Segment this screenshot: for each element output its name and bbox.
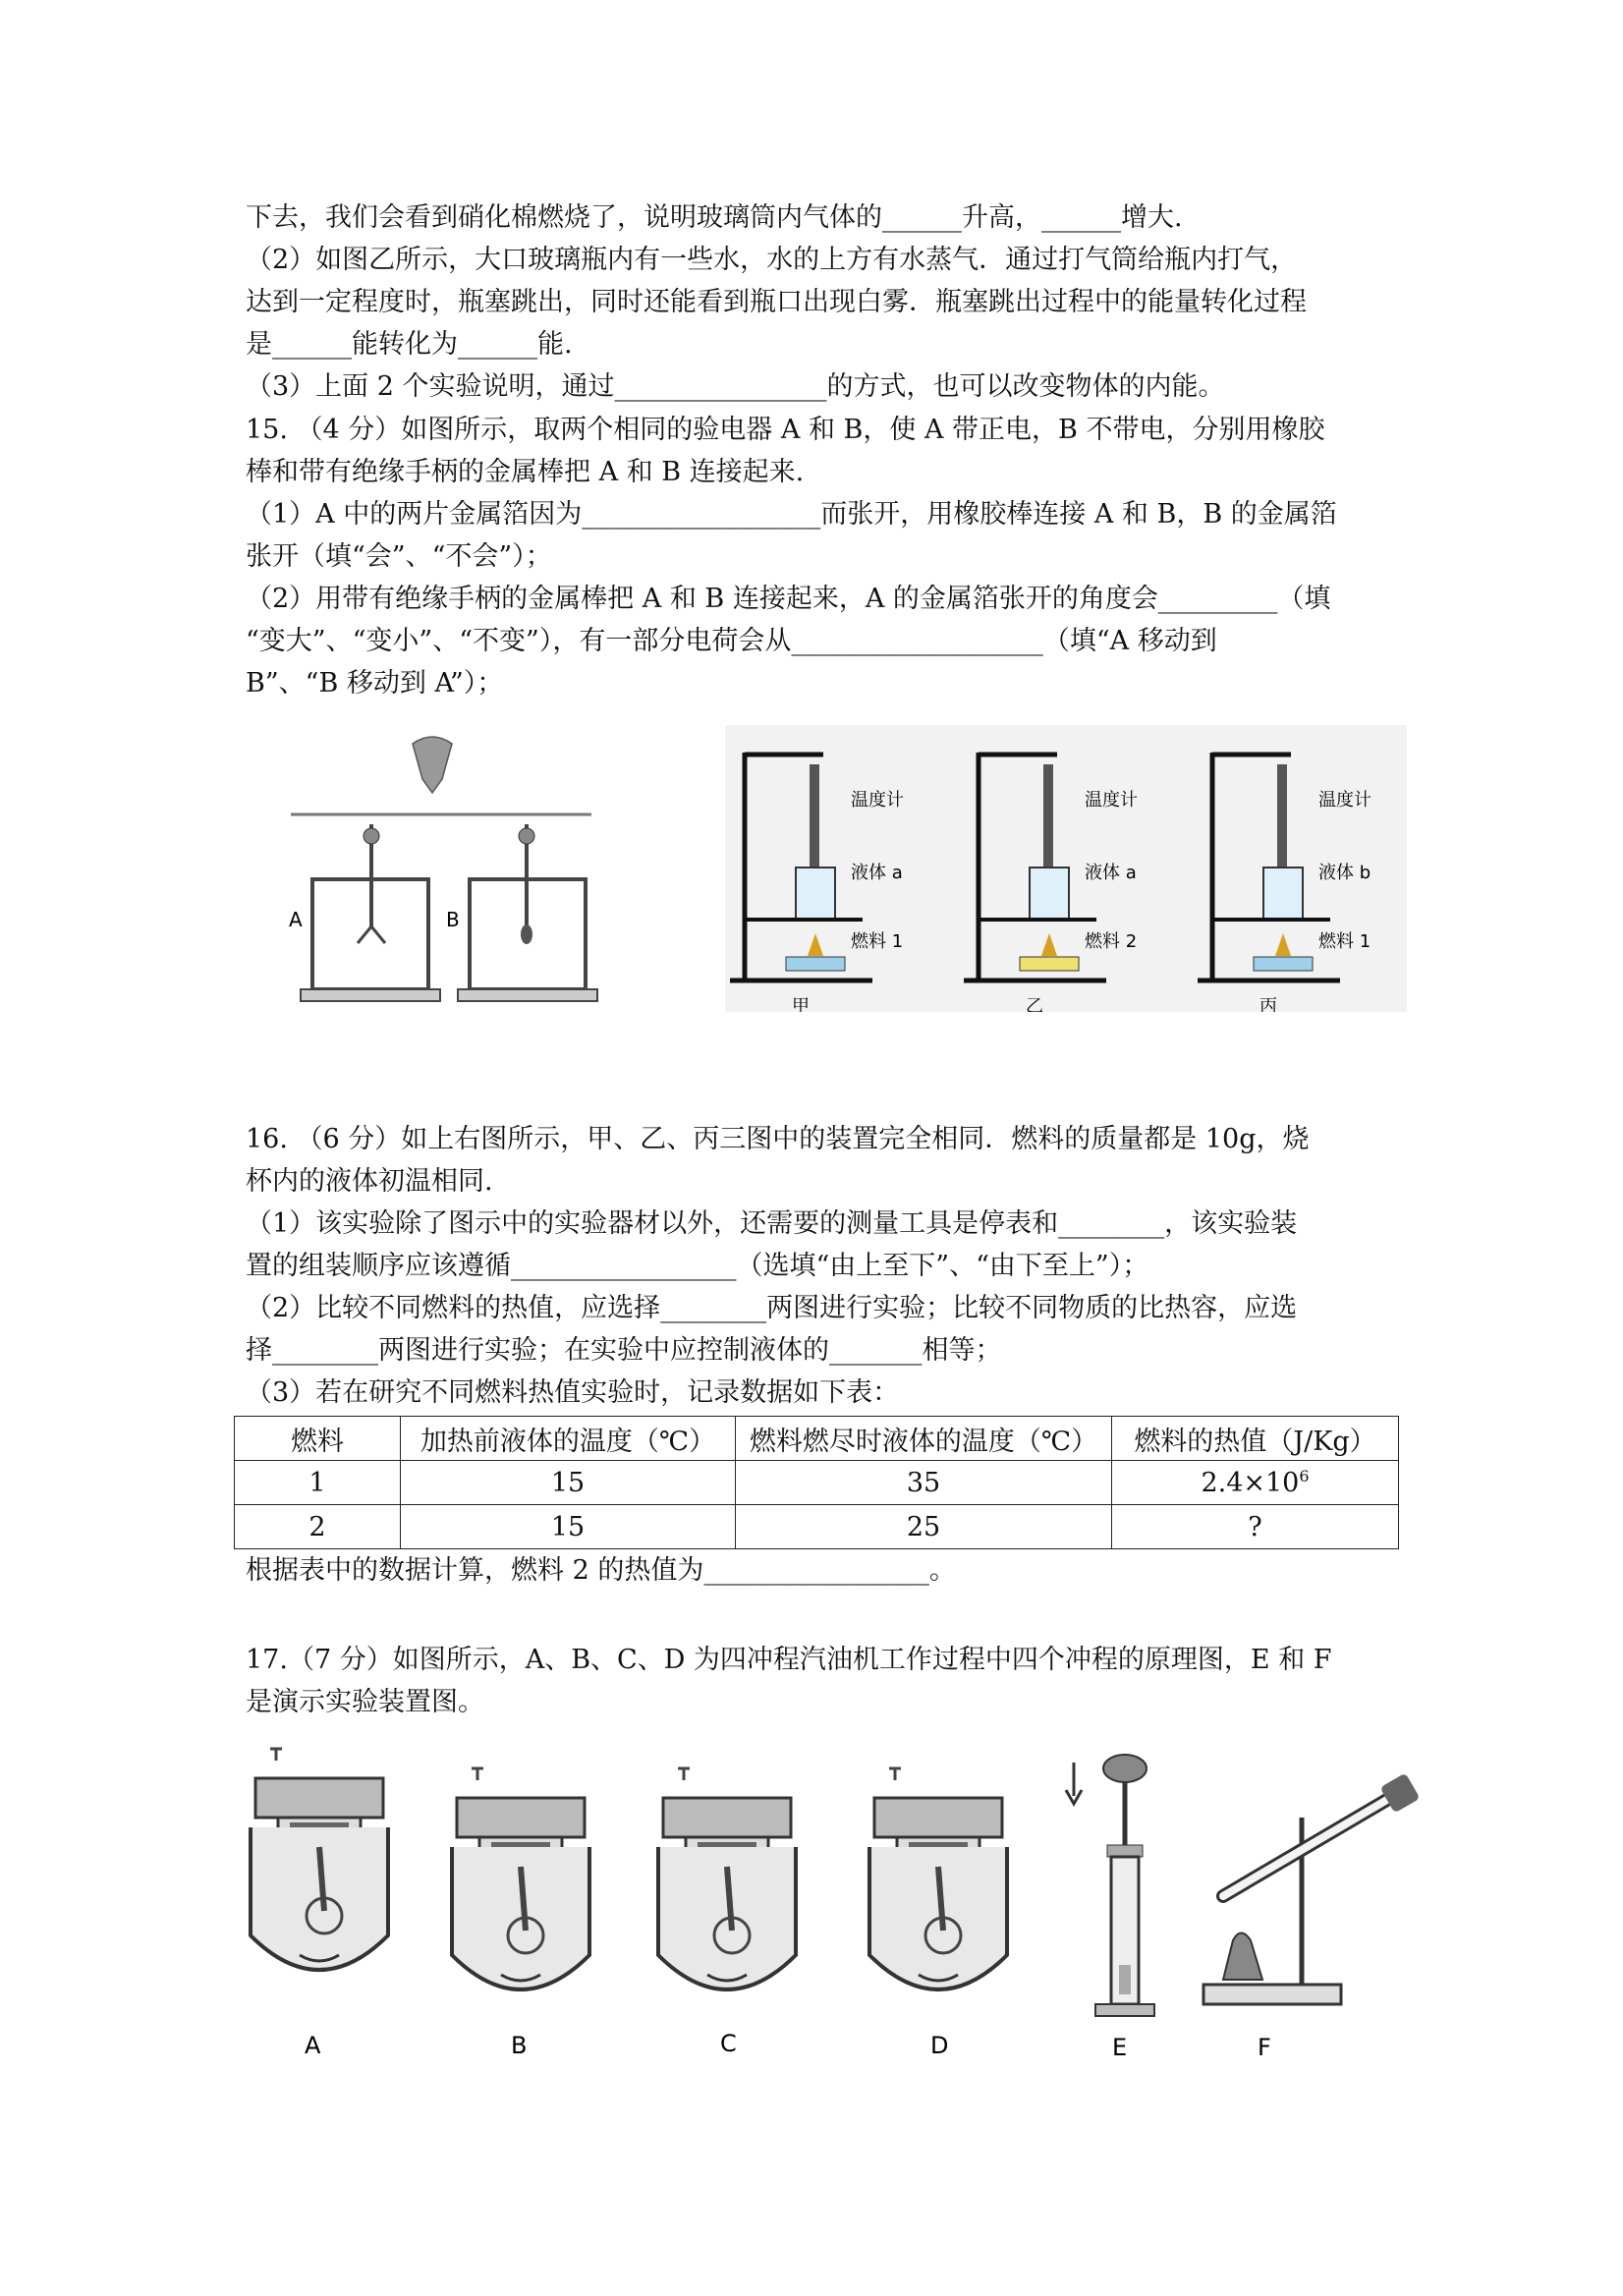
text-line: （1）该实验除了图示中的实验器材以外，还需要的测量工具是停表和________，该实验装 xyxy=(246,1208,1298,1239)
text-line: 张开（填“会”、“不会”）； xyxy=(246,541,552,572)
table-cell: 2 xyxy=(235,1505,401,1549)
engine-label-a: A xyxy=(305,2032,321,2059)
caption-bing: 丙 xyxy=(1259,996,1277,1012)
text-line: 下去，我们会看到硝化棉燃烧了，说明玻璃筒内气体的______升高，______增大. xyxy=(246,202,1183,233)
table-cell: 35 xyxy=(736,1461,1112,1505)
table-header: 燃料 xyxy=(235,1417,401,1461)
svg-text:燃料 2: 燃料 2 xyxy=(1085,931,1138,952)
engine-label-b: B xyxy=(511,2032,528,2059)
heating-experiment-figure xyxy=(725,725,1407,1012)
engine-strokes-figure xyxy=(241,1739,1439,2063)
text-line: 杯内的液体初温相同. xyxy=(246,1166,493,1197)
svg-text:温度计: 温度计 xyxy=(851,790,904,811)
engine-stroke-d xyxy=(869,1768,1007,1989)
table-cell: 15 xyxy=(401,1461,736,1505)
electroscope-figure xyxy=(285,732,599,1012)
heating-panel-yi xyxy=(964,753,1138,1012)
svg-text:温度计: 温度计 xyxy=(1318,790,1371,811)
table-header: 燃料的热值（J/Kg） xyxy=(1112,1417,1399,1461)
table-cell: ? xyxy=(1112,1505,1399,1549)
table-header: 加热前液体的温度（℃） xyxy=(401,1417,736,1461)
text-line: “变大”、“变小”、“不变”），有一部分电荷会从___________________（填“A 移动到 xyxy=(246,626,1217,656)
text-line: 棒和带有绝缘手柄的金属棒把 A 和 B 连接起来. xyxy=(246,457,805,487)
text-line: 是______能转化为______能. xyxy=(246,329,573,360)
text-line: （2）如图乙所示，大口玻璃瓶内有一些水，水的上方有水蒸气．通过打气筒给瓶内打气， xyxy=(246,245,1298,275)
svg-text:温度计: 温度计 xyxy=(1085,790,1138,811)
text-line: 择________两图进行实验；在实验中应控制液体的_______相等； xyxy=(246,1335,1002,1366)
svg-text:液体 b: 液体 b xyxy=(1318,863,1371,883)
table-header: 燃料燃尽时液体的温度（℃） xyxy=(736,1417,1112,1461)
table-cell: 25 xyxy=(736,1505,1112,1549)
svg-text:燃料 1: 燃料 1 xyxy=(851,931,904,952)
question-17-heading: 17.（7 分）如图所示，A、B、C、D 为四冲程汽油机工作过程中四个冲程的原理图，E 和 F xyxy=(246,1645,1332,1675)
heating-panel-bing xyxy=(1198,753,1371,1012)
apparatus-e xyxy=(1066,1755,1154,2016)
caption-yi: 乙 xyxy=(1026,996,1043,1012)
apparatus-label-e: E xyxy=(1112,2034,1128,2061)
text-line: 根据表中的数据计算，燃料 2 的热值为_________________。 xyxy=(246,1555,956,1586)
text-line: （3）上面 2 个实验说明，通过________________的方式，也可以改变物体的内能。 xyxy=(246,371,1225,402)
engine-label-c: C xyxy=(720,2030,737,2057)
engine-stroke-c xyxy=(658,1768,796,1989)
text-line: 置的组装顺序应该遵循_________________（选填“由上至下”、“由下至上”）； xyxy=(246,1251,1149,1281)
caption-jia: 甲 xyxy=(792,996,810,1012)
text-line: B”、“B 移动到 A”）； xyxy=(246,668,504,699)
table-row xyxy=(235,1461,1399,1505)
engine-stroke-a xyxy=(251,1749,388,1970)
text-line: 达到一定程度时，瓶塞跳出，同时还能看到瓶口出现白雾．瓶塞跳出过程中的能量转化过程 xyxy=(246,287,1307,317)
table-row xyxy=(235,1505,1399,1549)
text-line: （1）A 中的两片金属箔因为__________________而张开，用橡胶棒连接 A 和 B，B 的金属箔 xyxy=(246,499,1337,530)
electroscope-label-a: A xyxy=(289,908,303,931)
apparatus-label-f: F xyxy=(1258,2034,1271,2061)
svg-text:燃料 1: 燃料 1 xyxy=(1318,931,1371,952)
engine-label-d: D xyxy=(930,2032,949,2059)
heating-panel-jia xyxy=(730,753,904,1012)
svg-text:液体 a: 液体 a xyxy=(1085,863,1137,883)
table-cell: 15 xyxy=(401,1505,736,1549)
table-cell: 1 xyxy=(235,1461,401,1505)
apparatus-f xyxy=(1203,1773,1420,2004)
text-line: （2）比较不同燃料的热值，应选择________两图进行实验；比较不同物质的比热容，应选 xyxy=(246,1293,1298,1323)
question-15-heading: 15. （4 分）如图所示，取两个相同的验电器 A 和 B，使 A 带正电，B 不带电，分别用橡胶 xyxy=(246,415,1325,445)
electroscope-label-b: B xyxy=(446,908,460,931)
engine-stroke-b xyxy=(452,1768,589,1989)
text-line: 是演示实验装置图。 xyxy=(246,1687,484,1717)
text-line: （3）若在研究不同燃料热值实验时，记录数据如下表： xyxy=(246,1377,900,1408)
svg-text:液体 a: 液体 a xyxy=(851,863,903,883)
question-16-heading: 16. （6 分）如上右图所示，甲、乙、丙三图中的装置完全相同．燃料的质量都是 10g，烧 xyxy=(246,1124,1310,1154)
table-header-row xyxy=(235,1417,1399,1461)
table-cell: $2.4\times 10^6$ xyxy=(1112,1461,1399,1505)
fuel-data-table xyxy=(234,1416,1399,1549)
text-line: （2）用带有绝缘手柄的金属棒把 A 和 B 连接起来，A 的金属箔张开的角度会_________（填 xyxy=(246,584,1331,614)
